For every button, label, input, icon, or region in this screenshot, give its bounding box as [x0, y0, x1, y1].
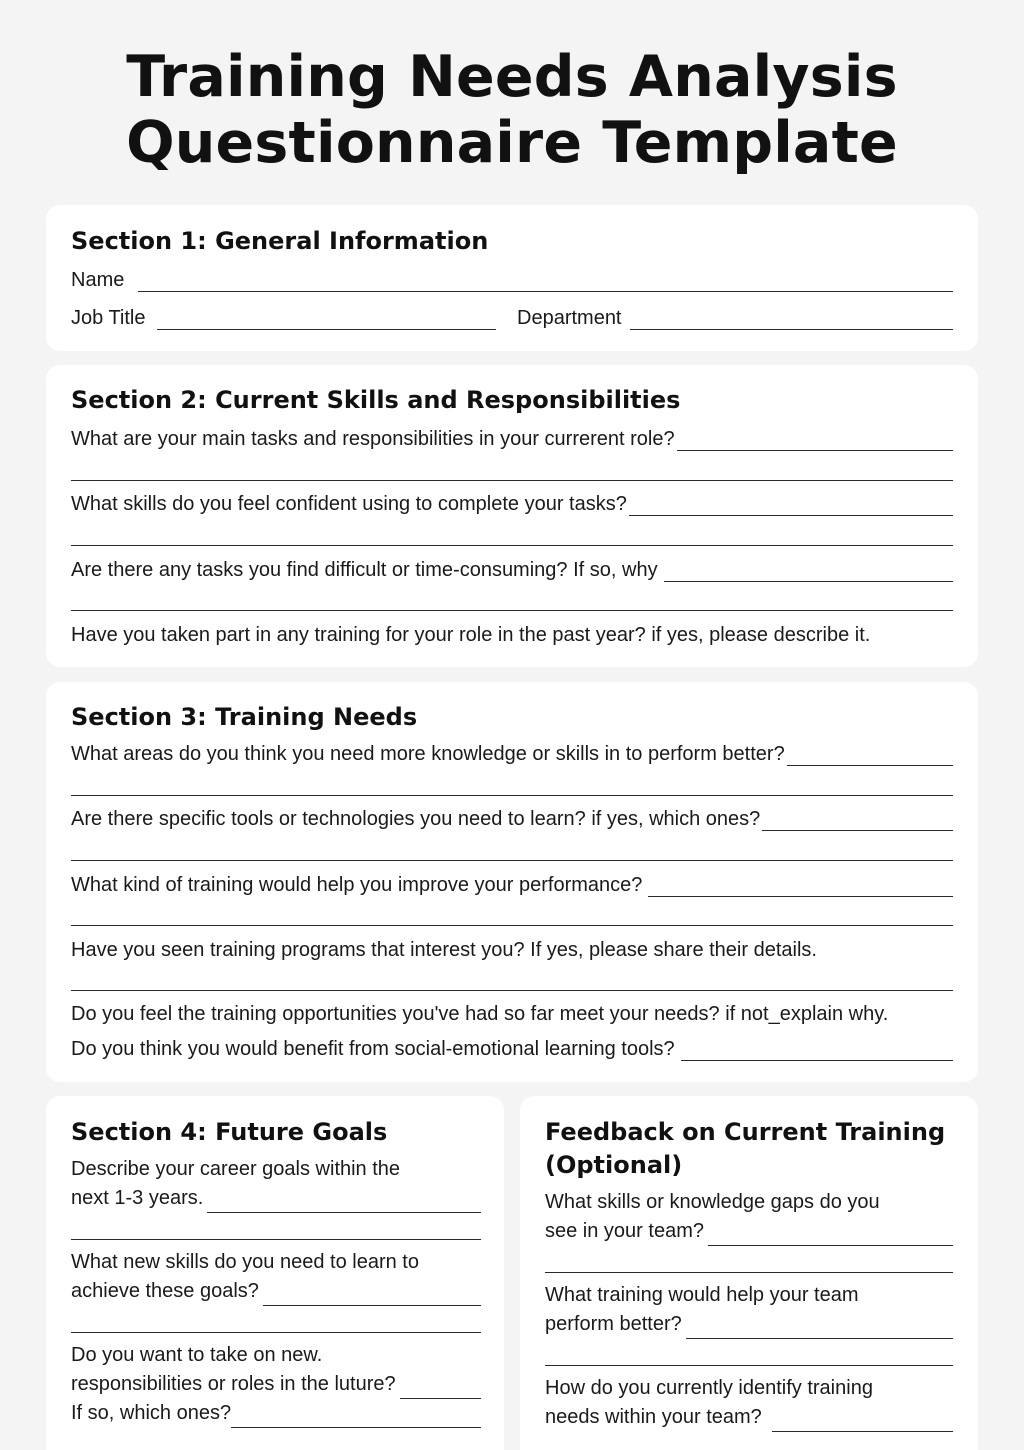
section-3-heading: Section 3: Training Needs — [71, 703, 418, 731]
question-row — [71, 623, 953, 647]
job-title-field-row — [71, 306, 496, 330]
document-title — [0, 44, 1024, 176]
job-title-input-line[interactable] — [157, 310, 496, 330]
new-skills-question — [71, 1248, 481, 1306]
question-text: What are your main tasks and responsibilities in your currerent role? — [71, 428, 675, 450]
question-text: Are there any tasks you find difficult or time-consuming? If so, why — [71, 559, 658, 581]
question-text: perform better? — [545, 1313, 682, 1335]
feedback-heading — [545, 1116, 945, 1182]
section-3-card — [46, 682, 978, 1082]
answer-line[interactable] — [71, 795, 953, 796]
question-row — [71, 873, 953, 897]
answer-line[interactable] — [263, 1284, 481, 1306]
question-text: achieve these goals? — [71, 1280, 259, 1302]
answer-line[interactable] — [762, 811, 953, 831]
question-text: Do you think you would benefit from social-emotional learning tools? — [71, 1038, 675, 1060]
answer-line[interactable] — [400, 1377, 481, 1399]
question-text: Do you feel the training opportunities you've had so far meet your needs? if not_explain why. — [71, 1003, 889, 1025]
section-2-card — [46, 365, 978, 667]
title-line-1: Training Needs Analysis — [126, 44, 898, 110]
question-text: see in your team? — [545, 1220, 704, 1242]
question-text: Have you taken part in any training for your role in the past year? if yes, please describe it. — [71, 624, 871, 646]
question-text: What training would help your team — [545, 1284, 859, 1306]
department-label: Department — [517, 307, 622, 329]
career-goals-question — [71, 1155, 481, 1213]
answer-line[interactable] — [787, 746, 953, 766]
feedback-heading-line-2: (Optional) — [545, 1151, 683, 1179]
question-row — [71, 807, 953, 831]
answer-line[interactable] — [686, 1317, 953, 1339]
question-text: What skills do you feel confident using to complete your tasks? — [71, 493, 627, 515]
name-input-line[interactable] — [138, 272, 953, 292]
title-line-2: Questionnaire Template — [126, 110, 898, 176]
question-row — [71, 427, 953, 451]
question-row — [71, 938, 953, 962]
answer-line[interactable] — [545, 1272, 953, 1273]
answer-line[interactable] — [71, 1239, 481, 1240]
name-field-row — [71, 268, 953, 292]
answer-line[interactable] — [207, 1191, 481, 1213]
answer-line[interactable] — [545, 1365, 953, 1366]
answer-line[interactable] — [681, 1041, 953, 1061]
department-field-row — [517, 306, 953, 330]
answer-line[interactable] — [664, 562, 953, 582]
name-label: Name — [71, 269, 125, 291]
question-text: What kind of training would help you improve your performance? — [71, 874, 643, 896]
department-input-line[interactable] — [630, 310, 954, 330]
answer-line[interactable] — [71, 925, 953, 926]
identify-needs-question — [545, 1374, 953, 1432]
question-row — [71, 492, 953, 516]
question-row — [71, 1037, 953, 1061]
question-text: responsibilities or roles in the luture? — [71, 1373, 396, 1395]
team-gaps-question — [545, 1188, 953, 1246]
question-text: Do you want to take on new. — [71, 1344, 323, 1366]
feedback-card — [520, 1096, 978, 1450]
answer-line[interactable] — [71, 480, 953, 481]
answer-line[interactable] — [71, 990, 953, 991]
answer-line[interactable] — [677, 431, 953, 451]
answer-line[interactable] — [648, 877, 953, 897]
answer-line[interactable] — [231, 1406, 481, 1428]
team-training-question — [545, 1281, 953, 1339]
section-1-heading: Section 1: General Information — [71, 227, 489, 255]
feedback-heading-line-1: Feedback on Current Training — [545, 1118, 946, 1146]
question-text: Are there specific tools or technologies you need to learn? if yes, which ones? — [71, 808, 761, 830]
answer-line[interactable] — [71, 1332, 481, 1333]
question-text: What areas do you think you need more knowledge or skills in to perform better? — [71, 743, 785, 765]
answer-line[interactable] — [629, 496, 953, 516]
question-text: Have you seen training programs that interest you? If yes, please share their details. — [71, 939, 817, 961]
section-4-card — [46, 1096, 504, 1450]
question-row — [71, 558, 953, 582]
answer-line[interactable] — [772, 1410, 953, 1432]
question-text: What skills or knowledge gaps do you — [545, 1191, 880, 1213]
question-text: Describe your career goals within the — [71, 1158, 401, 1180]
question-row — [71, 742, 953, 766]
question-text: next 1-3 years. — [71, 1187, 204, 1209]
question-text: How do you currently identify training — [545, 1377, 873, 1399]
question-text: What new skills do you need to learn to — [71, 1251, 419, 1273]
answer-line[interactable] — [71, 545, 953, 546]
section-4-heading: Section 4: Future Goals — [71, 1118, 388, 1146]
job-title-label: Job Title — [71, 307, 146, 329]
section-1-card — [46, 205, 978, 351]
question-row — [71, 1002, 961, 1026]
new-roles-question — [71, 1341, 481, 1428]
answer-line[interactable] — [71, 860, 953, 861]
answer-line[interactable] — [71, 610, 953, 611]
answer-line[interactable] — [708, 1224, 953, 1246]
question-text: If so, which ones? — [71, 1402, 232, 1424]
question-text: needs within your team? — [545, 1406, 762, 1428]
section-2-heading: Section 2: Current Skills and Responsibilities — [71, 386, 681, 414]
